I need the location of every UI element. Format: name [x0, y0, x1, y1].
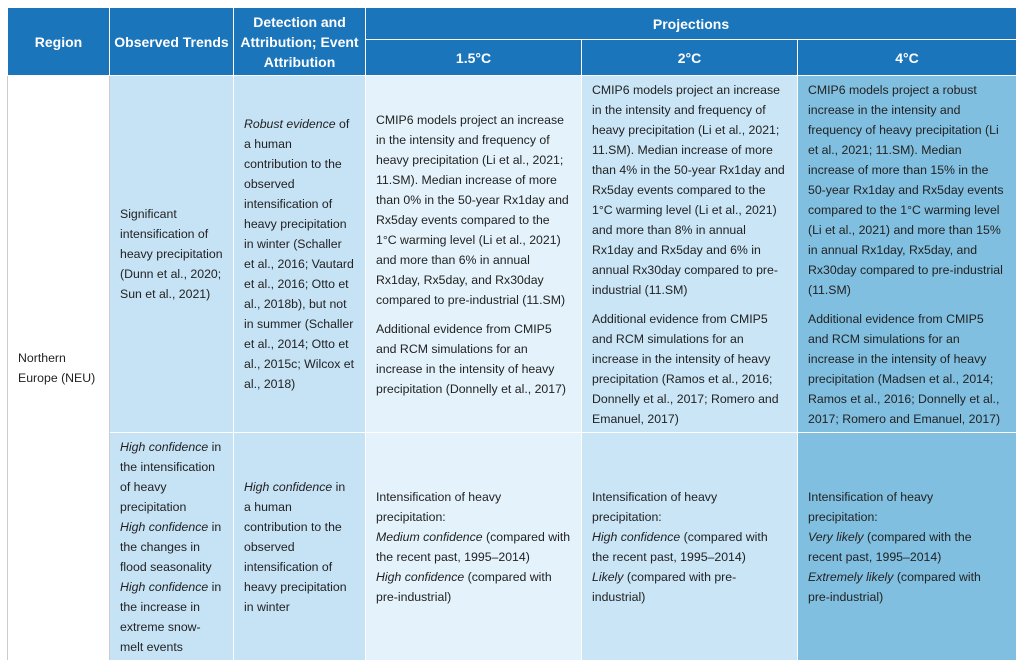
header-detection-attribution: Detection and Attribution; Event Attribution	[234, 8, 366, 76]
projection-text: Additional evidence from CMIP5 and RCM simulations for an increase in the intensity of heavy precipitation (Ramos et al., 2016; Donnelly et al., 2017; Romero and Emanuel, 2017)	[592, 311, 779, 426]
confidence-term: High confidence	[120, 579, 209, 594]
projection-1-5c-cell	[366, 76, 582, 433]
detection-confidence-cell: High confidence in a human contribution to the observed intensification of heavy precipitation in winter	[234, 433, 366, 661]
confidence-term: High confidence	[120, 519, 209, 534]
projection-2c-cell	[582, 76, 798, 433]
confidence-term: Very likely	[808, 529, 864, 544]
observed-trends-cell: Significant intensification of heavy precipitation (Dunn et al., 2020; Sun et al., 2021)	[110, 76, 234, 433]
projection-4c-cell	[798, 76, 1017, 433]
projection-1-5c-confidence-cell: Intensification of heavy precipitation: Medium confidence (compared with the recent past, 1995–2014) High confidence (compared with pre-industrial)	[366, 433, 582, 661]
projection-text: CMIP6 models project a robust increase in the intensity and frequency of heavy precipitation (Li et al., 2021; 11.SM). Median increase of more than 15% in the 50-year Rx1day and Rx5day events compared to the 1°C warming level (Li et al., 2021) and more than 15% in annual Rx1day, Rx5day, and Rx30day compared to pre-industrial (11.SM)	[808, 82, 1004, 297]
projection-text: CMIP6 models project an increase in the intensity and frequency of heavy precipitation (Li et al., 2021; 11.SM). Median increase of more than 4% in the 50-year Rx1day and Rx5day events compared to the 1°C warming level (Li et al., 2021) and more than 8% in annual Rx1day and Rx5day and 6% in annual Rx30day compared to pre-industrial (11.SM)	[592, 82, 785, 297]
projection-text: Additional evidence from CMIP5 and RCM simulations for an increase in the intensity of heavy precipitation (Madsen et al., 2014; Ramos et al., 2016; Donnelly et al., 2017; Romero and Emanuel, 2017)	[808, 311, 1001, 426]
header-1-5c: 1.5°C	[366, 40, 582, 76]
confidence-term: Likely	[592, 569, 624, 584]
observed-confidence-cell: High confidence in the intensification of heavy precipitation High confidence in the changes in flood seasonality High confidence in the increase in extreme snow-melt events	[110, 433, 234, 661]
projection-text: Additional evidence from CMIP5 and RCM simulations for an increase in the intensity of heavy precipitation (Donnelly et al., 2017)	[376, 321, 567, 396]
confidence-term: High confidence	[592, 529, 681, 544]
confidence-term: High confidence	[120, 439, 209, 454]
header-projections: Projections	[366, 8, 1017, 40]
header-region: Region	[8, 8, 110, 76]
projection-text: CMIP6 models project an increase in the intensity and frequency of heavy precipitation (Li et al., 2021; 11.SM). Median increase of more than 0% in the 50-year Rx1day and Rx5day events compared to the 1°C warming level (Li et al., 2021) and more than 6% in annual Rx1day, Rx5day, and Rx30day compared to pre-industrial (11.SM)	[376, 112, 569, 307]
assessment-table	[7, 7, 1017, 661]
header-observed-trends: Observed Trends	[110, 8, 234, 76]
projection-2c-confidence-cell: Intensification of heavy precipitation: High confidence (compared with the recent past, 1995–2014) Likely (compared with pre-industrial)	[582, 433, 798, 661]
confidence-term: High confidence	[376, 569, 465, 584]
confidence-term: Extremely likely	[808, 569, 894, 584]
confidence-term: Robust evidence	[244, 117, 336, 131]
header-4c: 4°C	[798, 40, 1017, 76]
header-2c: 2°C	[582, 40, 798, 76]
confidence-term: Medium confidence	[376, 529, 483, 544]
projection-4c-confidence-cell: Intensification of heavy precipitation: Very likely (compared with the recent past, 1995–2014) Extremely likely (compared with pre-industrial)	[798, 433, 1017, 661]
region-cell: Northern Europe (NEU)	[8, 76, 110, 661]
confidence-term: High confidence	[244, 479, 333, 494]
detection-attribution-cell: Robust evidence of a human contribution to the observed intensification of heavy precipitation in winter (Schaller et al., 2016; Vautard et al., 2016; Otto et al., 2018b), but not in summer (Schaller et al., 2014; Otto et al., 2015c; Wilcox et al., 2018)	[234, 76, 366, 433]
